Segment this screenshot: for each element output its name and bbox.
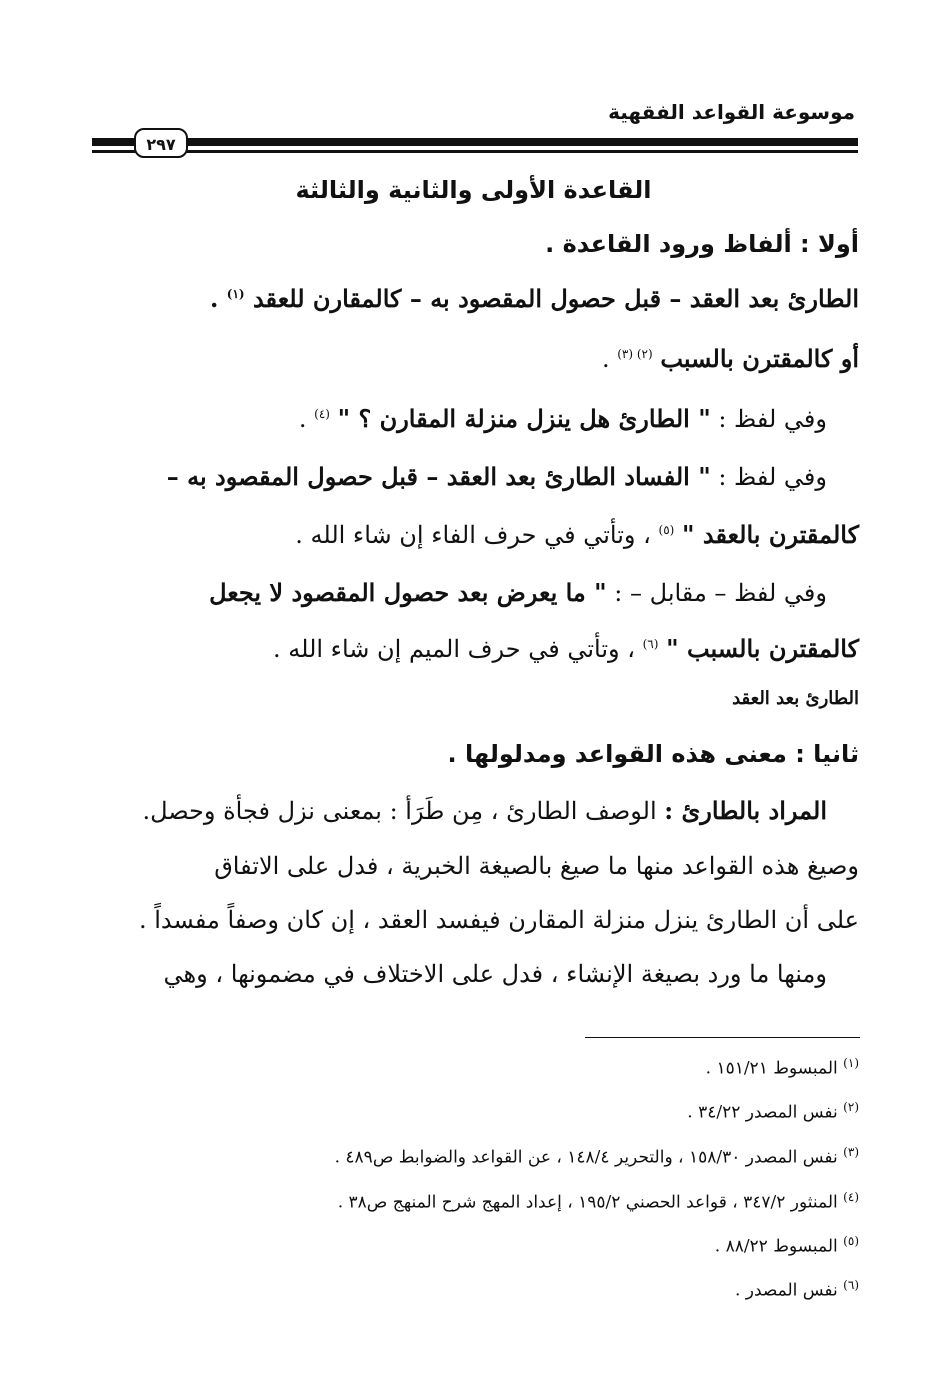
text-line-7 <box>273 634 859 663</box>
footnote-3-num: (٣) <box>843 1145 859 1159</box>
footnote-6-text: نفس المصدر . <box>734 1280 838 1301</box>
footnote-ref-1[interactable]: (١) <box>226 287 245 301</box>
footnote-1-num: (١) <box>843 1056 859 1070</box>
p2-text: أو كالمقترن بالسبب <box>660 344 859 373</box>
header-rule-left-thin <box>92 150 136 153</box>
text-line-9: وصيغ هذه القواعد منها ما صيغ بالصيغة الخبرية ، فدل على الاتفاق <box>214 852 859 880</box>
footnote-3 <box>335 1145 859 1168</box>
footnote-4-text: المنثور ٣٤٧/٢ ، قواعد الحصني ١٩٥/٢ ، إعداد المهج شرح المنهج ص٣٨ . <box>337 1192 838 1213</box>
p5b-rest: ، وتأتي في حرف الميم إن شاء الله . <box>273 635 635 663</box>
footnote-ref-4[interactable]: (٤) <box>314 407 330 421</box>
l1-bold: المراد بالطارئ : <box>664 796 827 825</box>
text-line-6 <box>209 578 827 607</box>
p4-prefix: وفي لفظ : <box>718 463 827 491</box>
footnote-6 <box>735 1278 859 1301</box>
text-line-1 <box>210 284 859 313</box>
text-line-8 <box>142 796 827 825</box>
header-rule-thick <box>185 138 858 146</box>
footnote-5-num: (٥) <box>843 1234 859 1248</box>
header-rule-left-thick <box>92 138 136 146</box>
footnote-5-text: المبسوط ٨٨/٢٢ . <box>714 1236 838 1257</box>
p5-prefix: وفي لفظ – مقابل – : <box>614 579 827 607</box>
text-line-11: ومنها ما ورد بصيغة الإنشاء ، فدل على الاختلاف في مضمونها ، وهي <box>163 960 827 988</box>
p4b-rest: ، وتأتي في حرف الفاء إن شاء الله . <box>295 521 651 549</box>
footnote-2-num: (٢) <box>843 1100 859 1114</box>
p4-quote: " الفساد الطارئ بعد العقد – قبل حصول المقصود به – <box>166 462 711 491</box>
text-line-4 <box>167 462 827 491</box>
footnote-ref-2-3[interactable]: (٢) (٣) <box>617 347 653 361</box>
footnote-separator <box>585 1037 860 1038</box>
footnote-4-num: (٤) <box>843 1190 859 1204</box>
p3-end: . <box>298 405 307 433</box>
p1-text: الطارئ بعد العقد – قبل حصول المقصود به – كالمقارن للعقد <box>252 284 859 313</box>
p2-end: . <box>601 345 610 373</box>
p1-end: . <box>210 284 219 313</box>
footnote-1-text: المبسوط ١٥١/٢١ . <box>705 1058 838 1079</box>
running-header-title: موسوعة القواعد الفقهية <box>608 100 855 124</box>
footnote-1 <box>706 1056 859 1079</box>
footnote-5 <box>715 1234 859 1257</box>
text-line-2 <box>602 344 859 373</box>
section-1-title: أولا : ألفاظ ورود القاعدة . <box>545 230 859 258</box>
footnote-ref-5[interactable]: (٥) <box>658 523 675 537</box>
p3-prefix: وفي لفظ : <box>718 405 827 433</box>
p5-quote: " ما يعرض بعد حصول المقصود لا يجعل <box>209 578 607 607</box>
header-rule-thin <box>185 150 858 153</box>
footnote-ref-6[interactable]: (٦) <box>642 637 659 651</box>
footnote-2-text: نفس المصدر ٣٤/٢٢ . <box>687 1102 838 1123</box>
l1-rest: الوصف الطارئ ، مِن طَرَأ : بمعنى نزل فجأة وحصل. <box>142 797 657 825</box>
text-line-10: على أن الطارئ ينزل منزلة المقارن فيفسد العقد ، إن كان وصفاً مفسداً . <box>138 906 859 934</box>
footnote-4 <box>338 1190 859 1213</box>
p4b-quote: كالمقترن بالعقد " <box>681 520 859 549</box>
footnote-3-text: نفس المصدر ١٥٨/٣٠ ، والتحرير ١٤٨/٤ ، عن القواعد والضوابط ص٤٨٩ . <box>334 1147 838 1168</box>
text-line-3 <box>299 404 827 433</box>
footnote-2 <box>687 1100 859 1123</box>
section-2-title: ثانيا : معنى هذه القواعد ومدلولها . <box>447 740 859 768</box>
main-heading: القاعدة الأولى والثانية والثالثة <box>295 176 652 204</box>
page-number: ٢٩٧ <box>134 128 188 158</box>
p5b-quote: كالمقترن بالسبب " <box>666 634 859 663</box>
text-line-5 <box>295 520 859 549</box>
side-label: الطارئ بعد العقد <box>732 688 859 709</box>
footnote-6-num: (٦) <box>843 1278 859 1292</box>
p3-quote: " الطارئ هل ينزل منزلة المقارن ؟ " <box>337 404 711 433</box>
